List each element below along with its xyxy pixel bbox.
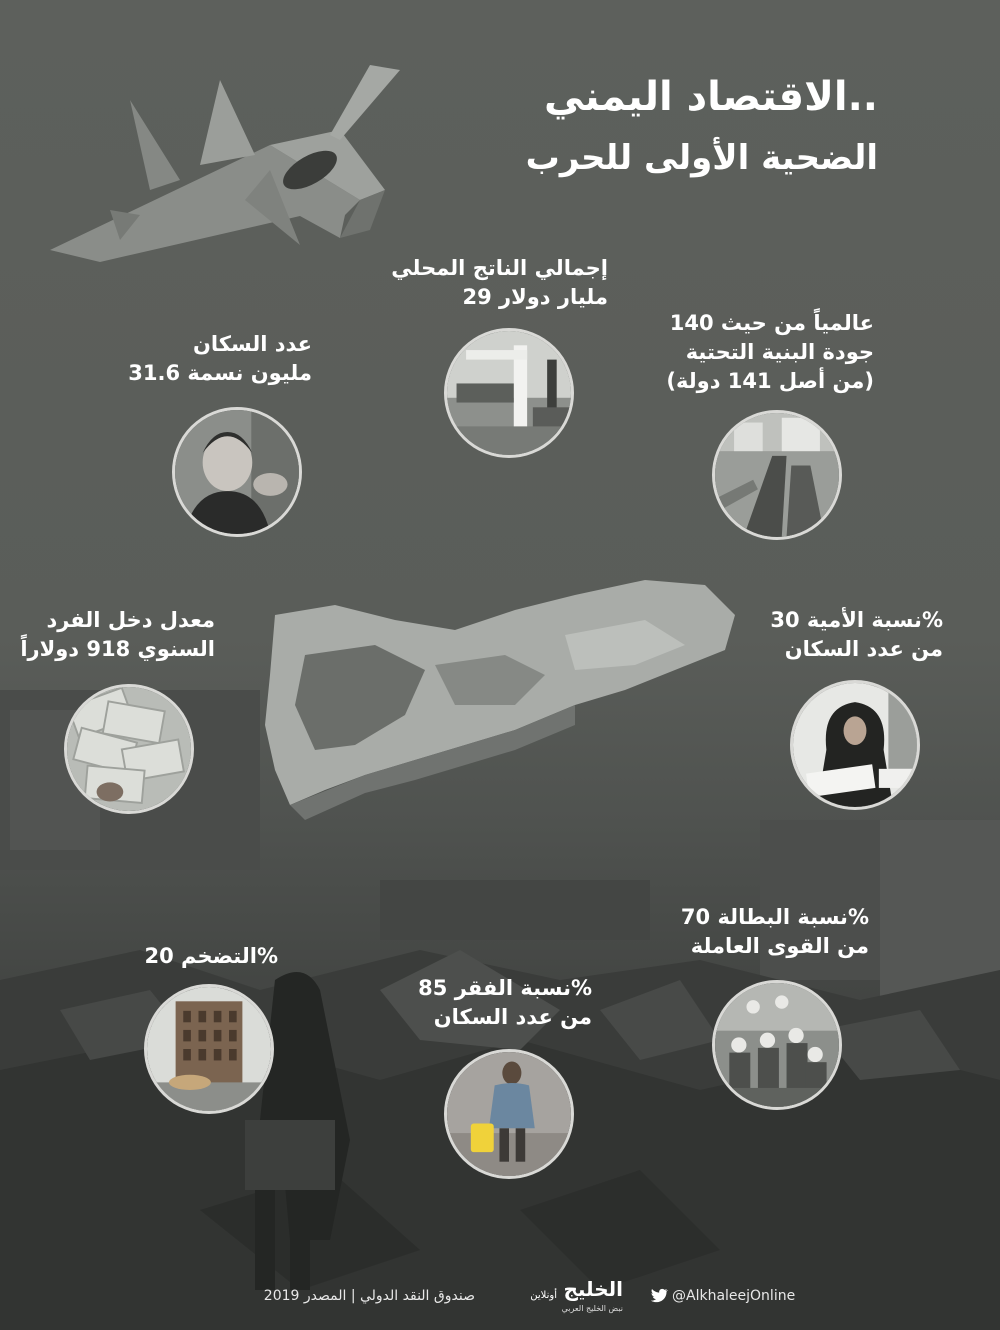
gdp-photo — [444, 328, 574, 458]
population-label: عدد السكان — [192, 332, 312, 356]
population-value: 31.6 مليون نسمة — [128, 361, 312, 385]
source-credit: 2019 صندوق النقد الدولي | المصدر — [263, 1288, 475, 1304]
infrastructure-line3: (من أصل 141 دولة) — [666, 369, 874, 393]
income-line2: السنوي 918 دولاراً — [20, 637, 215, 661]
footer — [0, 1277, 1000, 1314]
unemployment-photo — [712, 980, 842, 1110]
unemployment-line1: نسبة البطالة 70% — [680, 905, 869, 929]
illiteracy-line2: من عدد السكان — [784, 637, 943, 661]
main-title: الاقتصاد اليمني.. — [544, 74, 878, 120]
twitter-handle-text: @AlkhaleejOnline — [672, 1288, 796, 1304]
population-stat — [128, 330, 312, 388]
svg-text:أونلاين: أونلاين — [530, 1290, 557, 1301]
illiteracy-line1: نسبة الأمية 30% — [770, 608, 943, 632]
poverty-stat — [418, 974, 592, 1032]
income-photo — [64, 684, 194, 814]
svg-text:نبض الخليج العربي: نبض الخليج العربي — [561, 1304, 623, 1313]
gdp-stat — [391, 254, 608, 312]
illiteracy-photo — [790, 680, 920, 810]
twitter-bird-icon — [650, 1288, 668, 1304]
illiteracy-stat — [770, 606, 943, 664]
poverty-photo — [444, 1049, 574, 1179]
yemen-map-icon — [245, 575, 765, 825]
gdp-value: 29 مليار دولار — [462, 285, 608, 309]
infrastructure-stat — [666, 309, 874, 396]
subtitle: الضحية الأولى للحرب — [525, 138, 878, 178]
inflation-line1: التضخم 20% — [144, 944, 278, 968]
inflation-photo — [144, 984, 274, 1114]
unemployment-stat — [681, 903, 869, 961]
income-line1: معدل دخل الفرد — [46, 608, 215, 632]
poverty-line2: من عدد السكان — [433, 1005, 592, 1029]
infrastructure-line2: جودة البنية التحتية — [685, 340, 874, 364]
twitter-handle[interactable] — [650, 1288, 795, 1304]
infrastructure-line1: 140 عالمياً من حيث — [669, 311, 874, 335]
alkhaleej-online-logo — [505, 1276, 625, 1316]
gdp-label: إجمالي الناتج المحلي — [391, 256, 608, 280]
population-photo — [172, 407, 302, 537]
infrastructure-photo — [712, 410, 842, 540]
inflation-stat — [144, 942, 278, 971]
unemployment-line2: من القوى العاملة — [690, 934, 869, 958]
fighter-jet-icon — [40, 40, 430, 270]
income-stat — [20, 606, 215, 664]
svg-text:الخليج: الخليج — [563, 1277, 623, 1301]
poverty-line1: نسبة الفقر 85% — [418, 976, 592, 1000]
